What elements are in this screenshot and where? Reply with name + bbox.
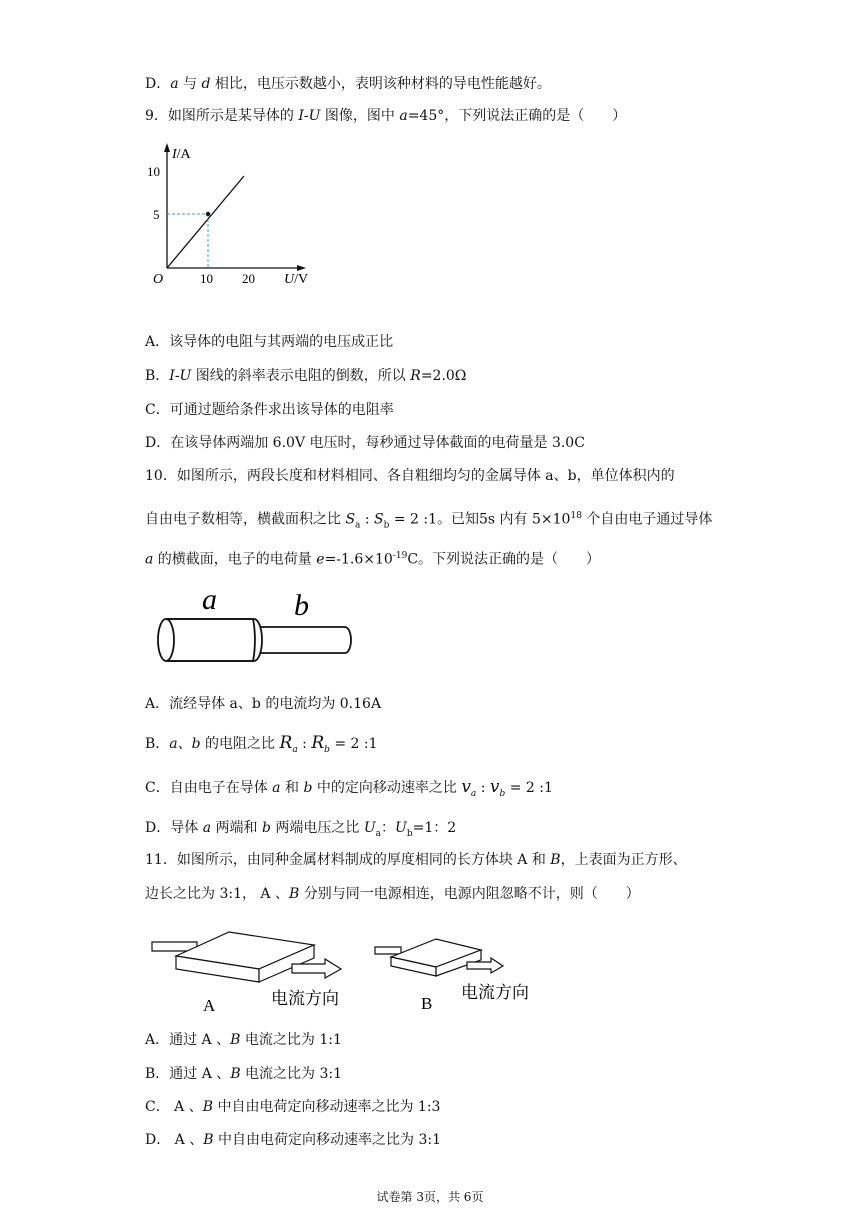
cylinder-b-body bbox=[260, 627, 345, 653]
xtick-10: 10 bbox=[200, 271, 213, 286]
block-a bbox=[152, 932, 341, 982]
q11-blocks-figure bbox=[145, 918, 565, 1018]
q9-stem: 9．如图所示是某导体的 I-U 图像，图中 a=45°，下列说法正确的是（ ） bbox=[145, 108, 627, 124]
q11-stem-line1: 11．如图所示，由同种金属材料制成的厚度相同的长方体块 A 和 B，上表面为正方形、 bbox=[145, 852, 687, 868]
q10-option-a: A．流经导体 a、b 的电流均为 0.16A bbox=[145, 696, 382, 712]
q10-option-b: B．a、b 的电阻之比 $R_a$ : $R_b = 2$ :1 bbox=[145, 733, 378, 755]
q10-option-d: D．导体 a 两端和 b 两端电压之比 $U_a$：$U_b=1$：2 bbox=[145, 820, 457, 839]
q9-iu-graph bbox=[140, 140, 340, 290]
ytick-10: 10 bbox=[147, 164, 160, 179]
q11-stem-line2: 边长之比为 3:1， A 、B 分别与同一电源相连，电源内阻忽略不计，则（ ） bbox=[145, 886, 640, 902]
q10-conductor-figure bbox=[150, 582, 360, 668]
q10-option-c: C．自由电子在导体 a 和 b 中的定向移动速率之比 $v_a$ : $v_b = 2$ :1 bbox=[145, 777, 553, 799]
ytick-5: 5 bbox=[153, 207, 160, 222]
q9-option-a: A．该导体的电阻与其两端的电压成正比 bbox=[145, 334, 394, 350]
label-a: a bbox=[202, 583, 217, 616]
y-label: I/A bbox=[172, 147, 191, 162]
cylinder-a-body bbox=[166, 619, 255, 661]
xtick-20: 20 bbox=[242, 271, 255, 286]
label-b: b bbox=[294, 589, 309, 622]
q9-option-d: D．在该导体两端加 6.0V 电压时，每秒通过导体截面的电荷量是 3.0C bbox=[145, 435, 585, 451]
iu-line bbox=[167, 176, 244, 268]
q9-option-c: C．可通过题给条件求出该导体的电阻率 bbox=[145, 402, 394, 418]
label-a: A bbox=[203, 996, 216, 1015]
cylinder-b-end bbox=[345, 627, 351, 653]
current-direction-a: 电流方向 bbox=[271, 989, 339, 1008]
q9-option-b: B．I-U 图线的斜率表示电阻的倒数，所以 R=2.0Ω bbox=[145, 368, 467, 384]
q10-stem-line2: 自由电子数相等，横截面积之比 $S_a$ : $S_b = 2$ :1。已知5s 内有 $5\times 10^{18}$ 个自由电子通过导体 bbox=[145, 511, 713, 531]
q10-stem-line1: 10．如图所示，两段长度和材料相同、各自粗细均匀的金属导体 a、b，单位体积内的 bbox=[145, 468, 675, 484]
point bbox=[206, 212, 210, 216]
x-label: U/V bbox=[284, 272, 309, 287]
page-footer: 试卷第 3页，共 6页 bbox=[376, 1190, 484, 1204]
q11-option-a: A．通过 A 、B 电流之比为 1:1 bbox=[145, 1032, 342, 1048]
q11-option-b: B．通过 A 、B 电流之比为 3:1 bbox=[145, 1066, 343, 1082]
q11-option-d: D． A 、B 中自由电荷定向移动速率之比为 3:1 bbox=[145, 1132, 441, 1148]
q10-stem-line3: a 的横截面，电子的电荷量 $e=-1.6\times 10^{-19}C$。下列说法正确的是（ ） bbox=[145, 551, 601, 568]
q11-option-c: C． A 、B 中自由电荷定向移动速率之比为 1:3 bbox=[145, 1099, 441, 1115]
label-b: B bbox=[421, 994, 433, 1013]
y-axis-arrow bbox=[164, 143, 170, 152]
cylinder-a-end bbox=[158, 619, 174, 661]
x-axis-arrow bbox=[297, 265, 306, 271]
q8-option-d: D．a 与 d 相比，电压示数越小，表明该种材料的导电性能越好。 bbox=[145, 76, 551, 92]
origin-label: O bbox=[153, 272, 164, 287]
lead-in-b bbox=[375, 947, 401, 954]
block-b bbox=[375, 939, 503, 976]
current-direction-b: 电流方向 bbox=[461, 983, 529, 1002]
